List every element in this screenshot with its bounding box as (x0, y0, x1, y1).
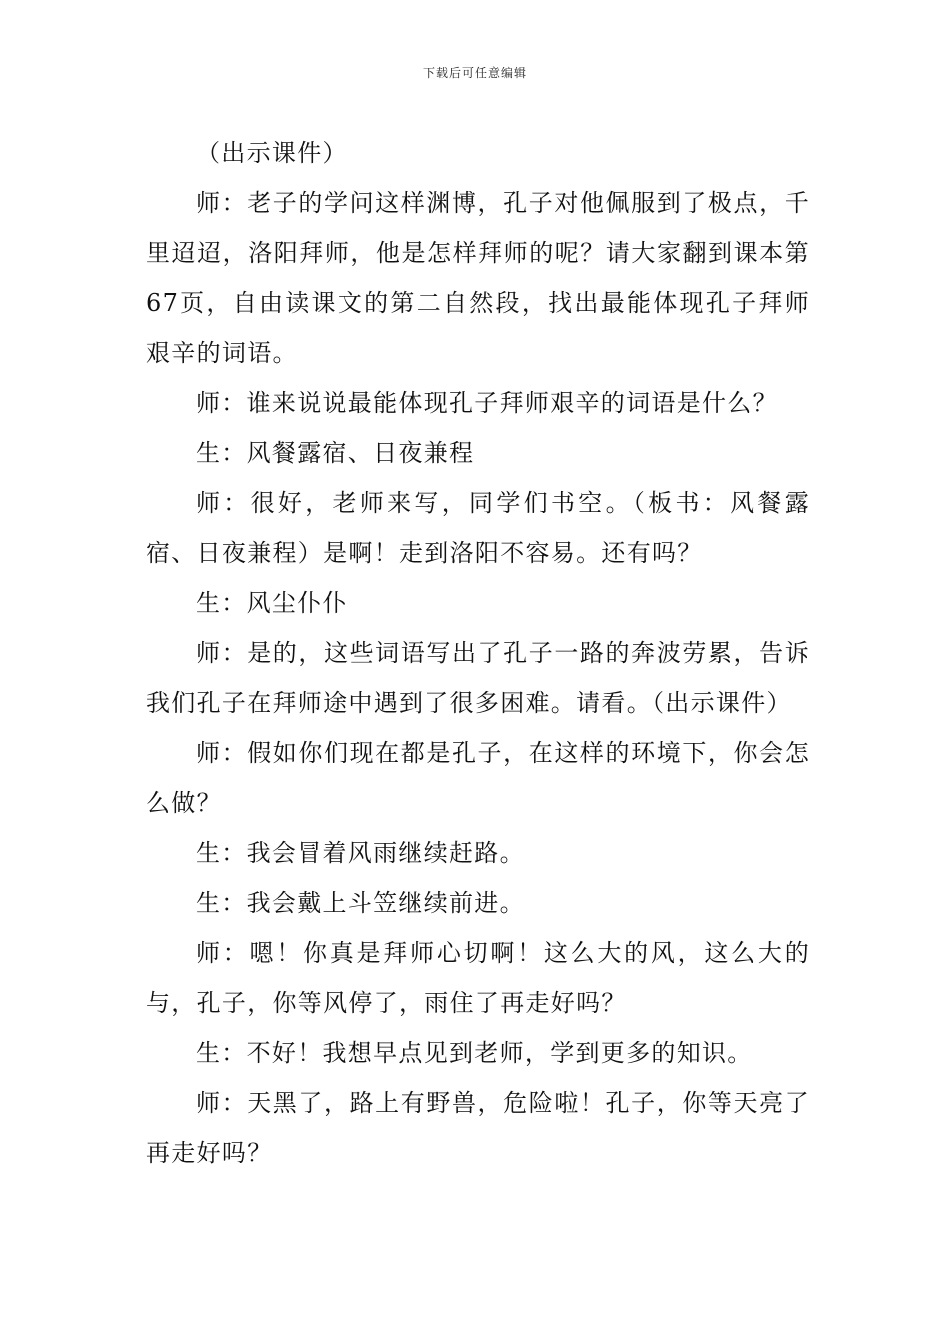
paragraph-teacher-question: 师：谁来说说最能体现孔子拜师艰辛的词语是什么？ (196, 389, 778, 417)
paragraph-teacher-difficulties: 师：是的，这些词语写出了孔子一路的奔波劳累，告诉我们孔子在拜师途中遇到了很多困难。请看。（出示课件） (146, 639, 810, 717)
paragraph-student-answer-1: 生：风餐露宿、日夜兼程 (196, 439, 475, 467)
paragraph-student-answer-5: 生：不好！我想早点见到老师，学到更多的知识。 (196, 1039, 753, 1067)
paragraph-student-answer-2: 生：风尘仆仆 (196, 589, 348, 617)
paragraph-student-answer-3: 生：我会冒着风雨继续赶路。 (196, 839, 525, 867)
paragraph-show-courseware: （出示课件） (196, 139, 348, 167)
page-header: 下载后可任意编辑 (422, 66, 527, 80)
paragraph-teacher-suppose: 师：假如你们现在都是孔子，在这样的环境下，你会怎么做？ (146, 739, 810, 817)
paragraph-teacher-night: 师：天黑了，路上有野兽，危险啦！孔子，你等天亮了再走好吗？ (146, 1089, 810, 1167)
paragraph-student-answer-4: 生：我会戴上斗笠继续前进。 (196, 889, 525, 917)
paragraph-teacher-intro: 师：老子的学问这样渊博，孔子对他佩服到了极点，千里迢迢，洛阳拜师，他是怎样拜师的呢？请大家翻到课本第67页，自由读课文的第二自然段，找出最能体现孔子拜师艰辛的词语。 (146, 189, 810, 367)
document-body (146, 128, 810, 1178)
paragraph-teacher-writing: 师：很好，老师来写，同学们书空。（板书：风餐露宿、日夜兼程）是啊！走到洛阳不容易。还有吗？ (146, 489, 810, 567)
paragraph-teacher-wind-rain: 师：嗯！你真是拜师心切啊！这么大的风，这么大的与，孔子，你等风停了，雨住了再走好吗？ (146, 939, 810, 1017)
